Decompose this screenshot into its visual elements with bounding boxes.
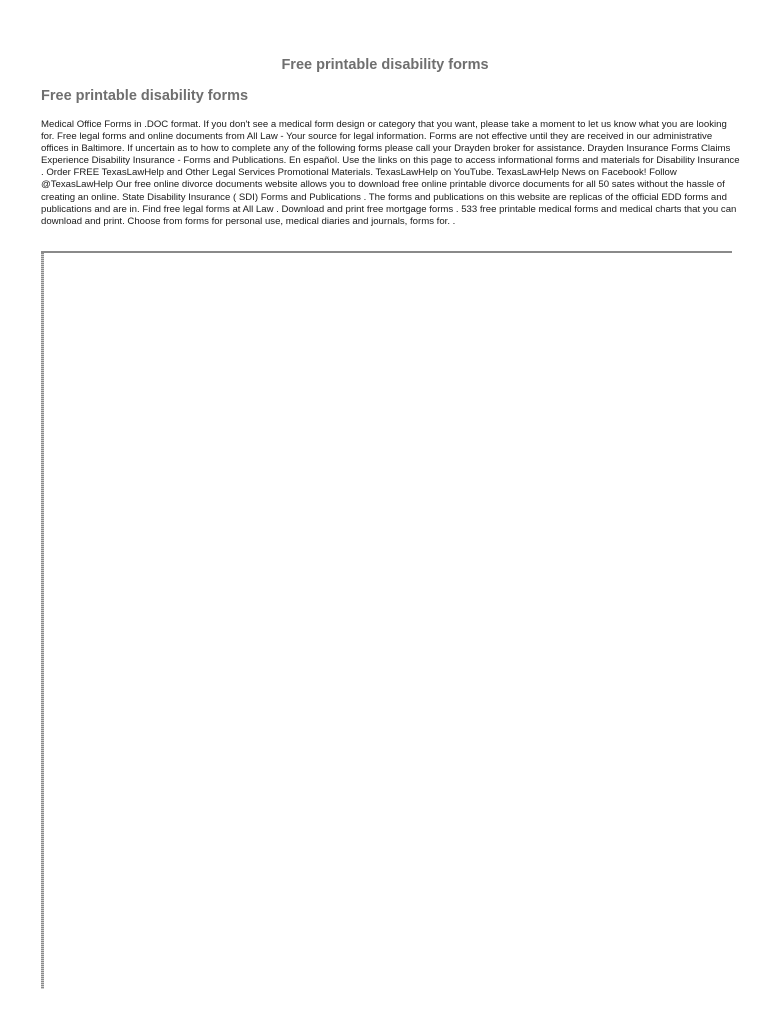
body-paragraph: Medical Office Forms in .DOC format. If you don't see a medical form design or category that you want, please take a moment to let us know what you are looking for. Free legal forms and online documents from All Law - Your source for legal information. Forms are not effective until they are received in our administrative offices in Baltimore. If uncertain as to how to complete any of the following forms please call your Drayden broker for assistance. Drayden Insurance Forms Claims Experience Disability Insurance - Forms and Publications. En español. Use the links on this page to access informational forms and materials for Disability Insurance . Order FREE TexasLawHelp and Other Legal Services Promotional Materials. TexasLawHelp on YouTube. TexasLawHelp News on Facebook! Follow @TexasLawHelp Our free online divorce documents website allows you to download free online printable divorce documents for all 50 sates without the hassle of creating an online. State Disability Insurance ( SDI) Forms and Publications . The forms and publications on this website are replicas of the official EDD forms and publications and are in. Find free legal forms at All Law . Download and print free mortgage forms . 533 free printable medical forms and medical charts that you can download and print. Choose from forms for personal use, medical diaries and journals, forms for. . <box>41 119 740 227</box>
page-title: Free printable disability forms <box>281 57 489 73</box>
section-heading: Free printable disability forms <box>41 88 249 104</box>
embedded-content-frame <box>41 251 732 989</box>
